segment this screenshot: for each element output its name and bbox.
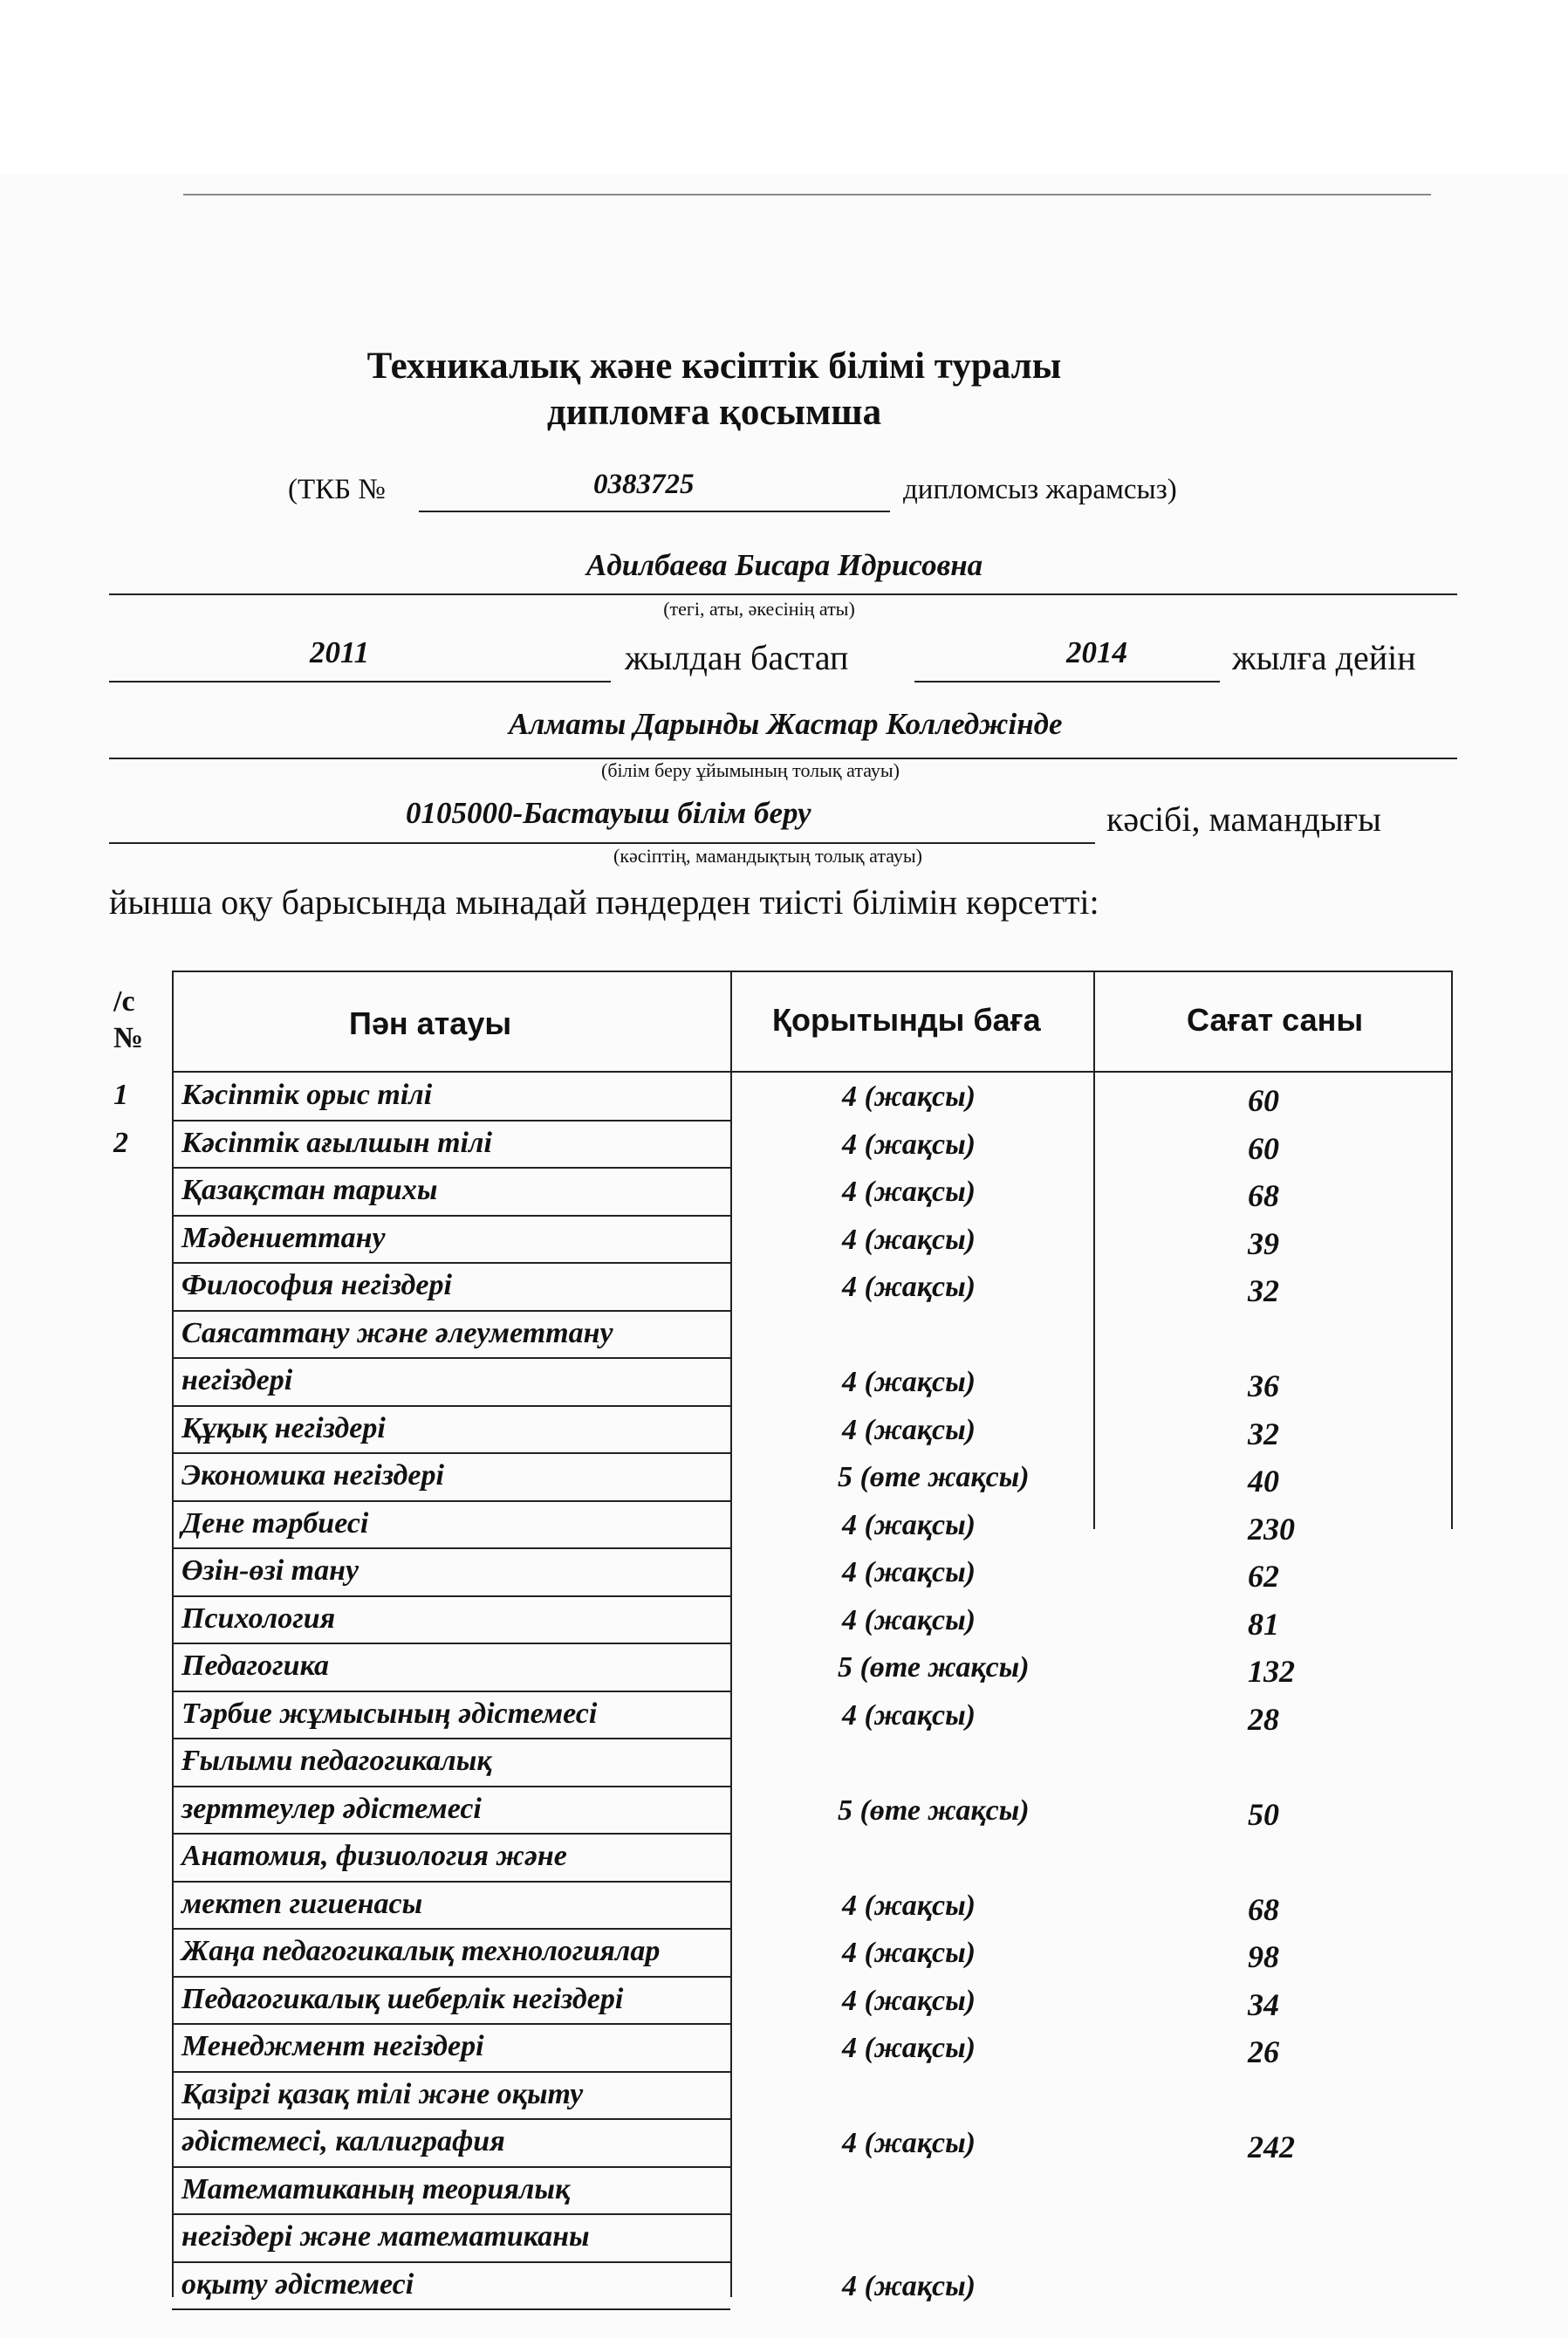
table-row-divider xyxy=(172,1643,730,1644)
hours-count: 39 xyxy=(1248,1225,1279,1261)
hours-count: 230 xyxy=(1248,1511,1295,1547)
table-row-divider xyxy=(172,1500,730,1502)
col-num-header-line2: № xyxy=(113,1022,144,1054)
subject-name: Кәсіптік орыс тілі xyxy=(181,1079,433,1111)
full-name-caption: (тегі, аты, әкесінің аты) xyxy=(663,598,855,620)
table-row-divider xyxy=(172,1452,730,1454)
subject-name: оқыту әдістемесі xyxy=(181,2267,414,2301)
table-row-divider xyxy=(172,1547,730,1549)
scan-top-margin xyxy=(0,0,1568,175)
hours-count: 60 xyxy=(1248,1083,1279,1118)
final-grade: 5 (өте жақсы) xyxy=(838,1794,1030,1827)
subject-name: Саясаттану және әлеуметтану xyxy=(181,1316,613,1349)
table-top-border xyxy=(172,971,1453,972)
subject-name: Математиканың теориялық xyxy=(181,2172,571,2205)
subject-name: Менеджмент негіздері xyxy=(181,2030,484,2062)
hours-count: 26 xyxy=(1248,2034,1279,2069)
specialty-caption: (кәсіптің, мамандықтың толық атауы) xyxy=(613,845,922,867)
scan-bleed-line xyxy=(183,194,1431,195)
final-grade: 4 (жақсы) xyxy=(842,1223,976,1256)
subject-name: Өзін-өзі тану xyxy=(181,1554,359,1587)
final-grade: 4 (жақсы) xyxy=(842,1128,976,1161)
table-row-divider xyxy=(172,1167,730,1169)
final-grade: 4 (жақсы) xyxy=(842,1366,976,1398)
table-row-divider xyxy=(172,2213,730,2215)
full-name: Адилбаева Бисара Идрисовна xyxy=(586,548,983,582)
subject-name: Психология xyxy=(181,1602,336,1635)
table-row-divider xyxy=(172,2166,730,2168)
table-row-divider xyxy=(172,1120,730,1121)
subject-name: Педагогикалық шеберлік негіздері xyxy=(181,1982,624,2015)
subject-name: әдістемесі, каллиграфия xyxy=(181,2125,505,2157)
table-row-divider xyxy=(172,1262,730,1264)
tkb-suffix: дипломсыз жарамсыз) xyxy=(903,474,1177,505)
full-name-underline xyxy=(109,593,1457,595)
table-right-border xyxy=(1451,971,1453,1529)
table-row-divider xyxy=(172,2023,730,2025)
diploma-number: 0383725 xyxy=(593,469,695,500)
table-row-divider xyxy=(172,2261,730,2263)
table-row-divider xyxy=(172,1405,730,1407)
table-row-divider xyxy=(172,1738,730,1739)
specialty: 0105000-Бастауыш білім беру xyxy=(406,796,811,830)
col-grade-header: Қорытынды баға xyxy=(772,1002,1041,1038)
table-row-divider xyxy=(172,2308,730,2310)
final-grade: 4 (жақсы) xyxy=(842,2032,976,2064)
table-row-divider xyxy=(172,1310,730,1312)
table-row-divider xyxy=(172,1595,730,1597)
table-row-divider xyxy=(172,2071,730,2073)
subject-name: мектеп гигиенасы xyxy=(181,1887,423,1920)
specialty-underline xyxy=(109,842,1095,844)
document-title-line1: Техникалық және кәсіптік білімі туралы xyxy=(366,346,1062,387)
hours-count: 132 xyxy=(1248,1654,1295,1689)
row-number: 2 xyxy=(113,1126,128,1159)
table-row-divider xyxy=(172,1691,730,1692)
grades-table xyxy=(113,971,1453,2302)
final-grade: 4 (жақсы) xyxy=(842,1080,976,1113)
final-grade: 4 (жақсы) xyxy=(842,1698,976,1732)
hours-count: 32 xyxy=(1248,1416,1279,1451)
subject-name: Ғылыми педагогикалық xyxy=(181,1745,492,1777)
hours-count: 98 xyxy=(1248,1939,1279,1974)
final-grade: 5 (өте жақсы) xyxy=(838,1461,1030,1493)
tkb-label: (ТКБ № xyxy=(288,474,386,505)
table-row-divider xyxy=(172,2118,730,2120)
final-grade: 4 (жақсы) xyxy=(842,1937,976,1969)
hours-count: 32 xyxy=(1248,1273,1279,1308)
from-text: жылдан бастап xyxy=(625,638,849,677)
subject-name: Қазіргі қазақ тілі және оқыту xyxy=(181,2077,584,2110)
col-subject-header: Пән атауы xyxy=(349,1005,512,1041)
table-row-divider xyxy=(172,1833,730,1835)
final-grade: 4 (жақсы) xyxy=(842,1984,976,2017)
table-row-divider xyxy=(172,1357,730,1359)
hours-count: 40 xyxy=(1248,1464,1279,1499)
final-grade: 4 (жақсы) xyxy=(842,1556,976,1588)
subject-name: Философия негіздері xyxy=(181,1269,452,1301)
document-title-line2: дипломға қосымша xyxy=(546,392,882,433)
table-row-divider xyxy=(172,1786,730,1787)
final-grade: 4 (жақсы) xyxy=(842,1271,976,1303)
institution-caption: (білім беру ұйымының толық атауы) xyxy=(601,759,900,781)
subject-name: Тәрбие жұмысының әдістемесі xyxy=(181,1697,598,1730)
table-row-divider xyxy=(172,1881,730,1883)
year-from-underline xyxy=(109,681,611,682)
subject-name: зерттеулер әдістемесі xyxy=(181,1792,482,1825)
subject-name: Экономика негіздері xyxy=(181,1459,444,1492)
subject-name: негіздері xyxy=(181,1364,293,1396)
subject-name: Мәдениеттану xyxy=(181,1221,386,1254)
final-grade: 4 (жақсы) xyxy=(842,2269,976,2302)
row-number: 1 xyxy=(113,1079,128,1111)
hours-count: 28 xyxy=(1248,1701,1279,1737)
to-text: жылға дейін xyxy=(1232,638,1416,677)
hours-count: 34 xyxy=(1248,1986,1279,2022)
final-grade: 4 (жақсы) xyxy=(842,1508,976,1541)
col-hours-header: Сағат саны xyxy=(1187,1002,1364,1038)
subject-name: Анатомия, физиология және xyxy=(181,1840,567,1872)
hours-count: 62 xyxy=(1248,1559,1279,1594)
year-to-underline xyxy=(914,681,1220,682)
institution: Алматы Дарынды Жастар Колледжінде xyxy=(509,707,1063,741)
subject-name: негіздері және математиканы xyxy=(181,2220,590,2253)
tkb-number-underline xyxy=(419,511,890,512)
final-grade: 4 (жақсы) xyxy=(842,2127,976,2159)
intro-sentence: йынша оқу барысында мынадай пәндерден тиісті білімін көрсетті: xyxy=(109,882,1099,922)
table-col-divider-1 xyxy=(172,971,174,2297)
subject-name: Педагогика xyxy=(181,1650,329,1682)
final-grade: 4 (жақсы) xyxy=(842,1413,976,1446)
table-row-divider xyxy=(172,1976,730,1978)
subject-name: Жаңа педагогикалық технологиялар xyxy=(181,1935,661,1967)
hours-count: 68 xyxy=(1248,1178,1279,1213)
year-to: 2014 xyxy=(1066,635,1127,669)
hours-count: 242 xyxy=(1248,2130,1295,2164)
table-col-divider-2 xyxy=(730,971,732,2297)
table-header-bottom xyxy=(172,1071,1453,1073)
year-from: 2011 xyxy=(310,635,370,669)
subject-name: Дене тәрбиесі xyxy=(181,1506,369,1540)
subject-name: Құқық негіздері xyxy=(181,1411,386,1444)
table-col-divider-3 xyxy=(1093,971,1095,1529)
hours-count: 81 xyxy=(1248,1606,1279,1642)
final-grade: 4 (жақсы) xyxy=(842,1889,976,1922)
hours-count: 60 xyxy=(1248,1130,1279,1166)
hours-count: 36 xyxy=(1248,1368,1279,1403)
hours-count: 68 xyxy=(1248,1891,1279,1927)
col-num-header xyxy=(113,984,143,1057)
subject-name: Қазақстан тарихы xyxy=(181,1174,438,1206)
final-grade: 4 (жақсы) xyxy=(842,1603,976,1636)
subject-name: Кәсіптік ағылшын тілі xyxy=(181,1126,492,1159)
col-num-header-line1: /с xyxy=(113,985,135,1018)
final-grade: 4 (жақсы) xyxy=(842,1176,976,1208)
final-grade: 5 (өте жақсы) xyxy=(838,1651,1030,1684)
specialty-suffix: кәсібі, мамандығы xyxy=(1106,799,1382,839)
hours-count: 50 xyxy=(1248,1796,1279,1832)
table-row-divider xyxy=(172,1928,730,1930)
table-row-divider xyxy=(172,1215,730,1217)
